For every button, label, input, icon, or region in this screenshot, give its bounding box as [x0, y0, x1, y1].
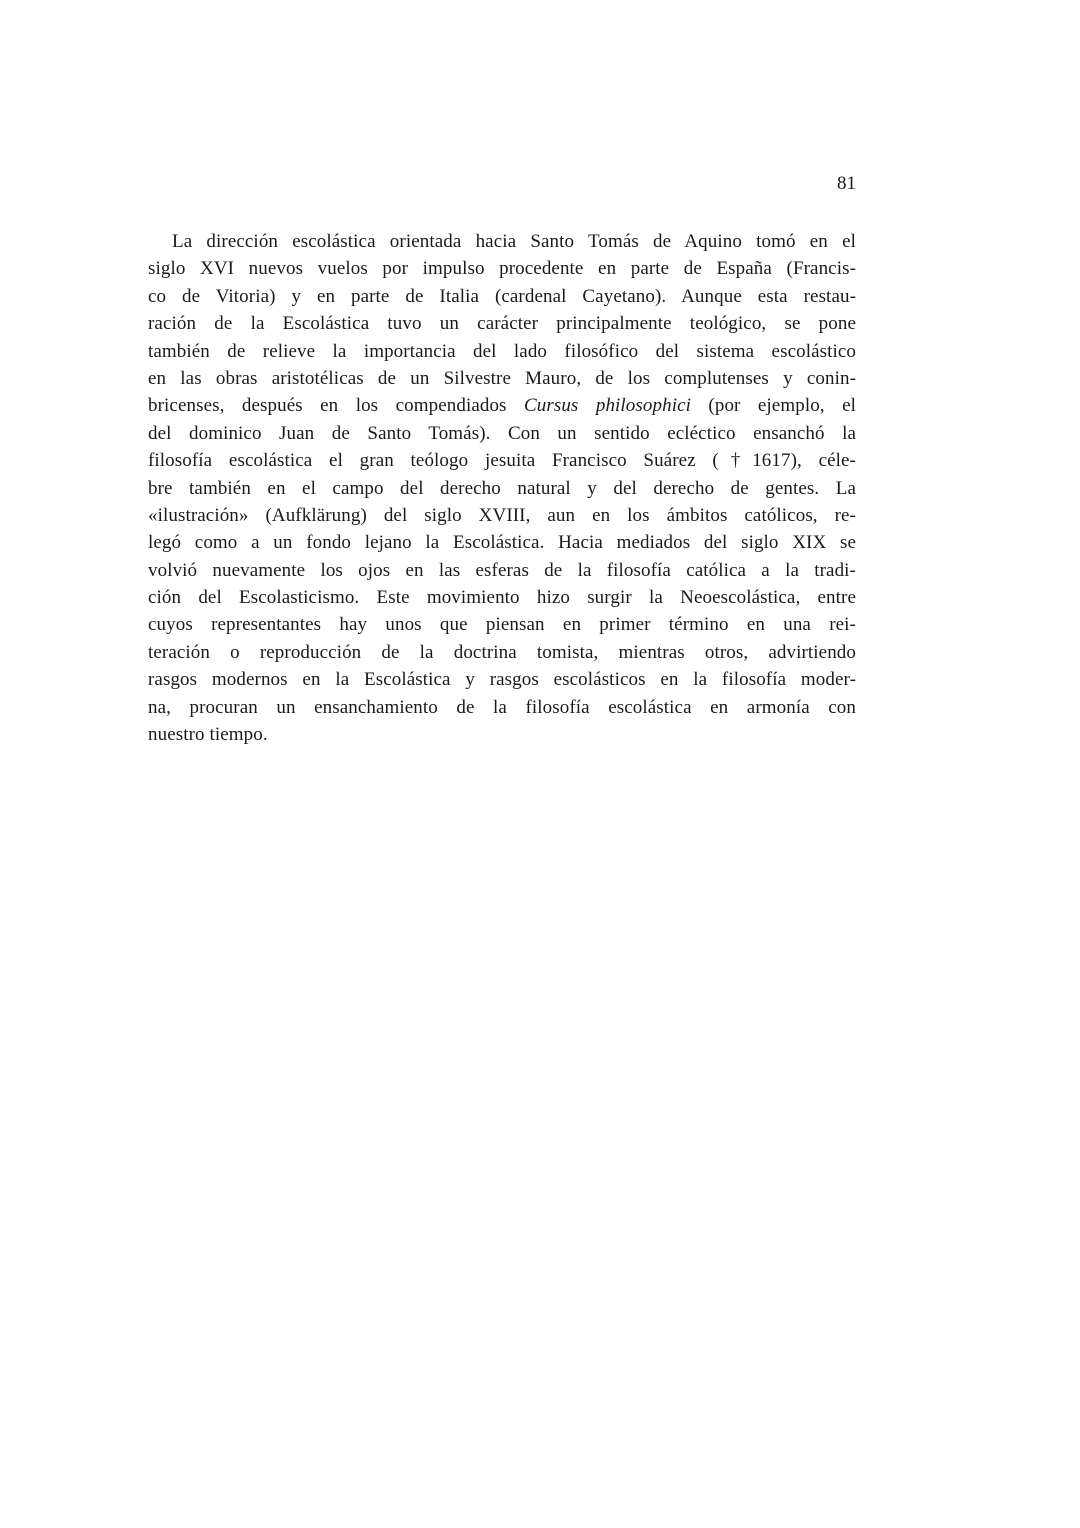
- body-paragraph: [148, 228, 856, 748]
- text-line: [148, 502, 856, 529]
- text-segment: bricenses, después en los compendiados: [148, 395, 524, 417]
- text-segment: co de Vitoria) y en parte de Italia (cardenal Cayetano). Aunque esta restau-: [148, 285, 856, 307]
- text-segment: «ilustración» (Aufklärung) del siglo XVIII, aun en los ámbitos católicos, re-: [148, 504, 856, 526]
- text-line: [148, 557, 856, 584]
- text-segment: cuyos representantes hay unos que piensan en primer término en una rei-: [148, 614, 856, 636]
- text-line: [148, 529, 856, 556]
- text-segment: La dirección escolástica orientada hacia Santo Tomás de Aquino tomó en el: [172, 231, 856, 252]
- text-line: [148, 283, 856, 310]
- text-segment: siglo XVI nuevos vuelos por impulso procedente en parte de España (Francis-: [148, 258, 856, 280]
- page-number: 81: [837, 173, 856, 194]
- text-line: [148, 392, 856, 419]
- text-segment: volvió nuevamente los ojos en las esferas de la filosofía católica a la tradi-: [148, 559, 856, 581]
- text-line: [148, 666, 856, 693]
- text-segment: rasgos modernos en la Escolástica y rasgos escolásticos en la filosofía moder-: [148, 669, 856, 691]
- text-line: [148, 611, 856, 638]
- text-segment: na, procuran un ensanchamiento de la filosofía escolástica en armonía con: [148, 696, 856, 718]
- text-line: [148, 584, 856, 611]
- text-line: [148, 255, 856, 282]
- text-segment: del dominico Juan de Santo Tomás). Con un sentido ecléctico ensanchó la: [148, 422, 856, 444]
- text-line: [148, 475, 856, 502]
- text-segment: (por ejemplo, el: [691, 395, 856, 417]
- text-line: [148, 420, 856, 447]
- text-segment: filosofía escolástica el gran teólogo jesuita Francisco Suárez (†1617), céle-: [148, 450, 856, 472]
- text-line: [148, 639, 856, 666]
- text-line: [148, 338, 856, 365]
- text-segment: también de relieve la importancia del lado filosófico del sistema escolástico: [148, 340, 856, 362]
- text-line: [148, 721, 856, 748]
- text-segment: bre también en el campo del derecho natural y del derecho de gentes. La: [148, 477, 856, 499]
- text-line: [148, 365, 856, 392]
- text-segment: en las obras aristotélicas de un Silvestre Mauro, de los complutenses y conin-: [148, 367, 856, 389]
- text-segment: ción del Escolasticismo. Este movimiento hizo surgir la Neoescolástica, entre: [148, 587, 856, 609]
- text-segment: ración de la Escolástica tuvo un carácter principalmente teológico, se pone: [148, 313, 856, 335]
- text-segment: teración o reproducción de la doctrina tomista, mientras otros, advirtiendo: [148, 641, 856, 663]
- text-line: [148, 310, 856, 337]
- italic-text-segment: Cursus philosophici: [523, 395, 691, 417]
- text-line: [148, 694, 856, 721]
- text-segment: legó como a un fondo lejano la Escolástica. Hacia mediados del siglo XIX se: [148, 532, 856, 554]
- text-segment: nuestro tiempo.: [148, 724, 268, 746]
- text-line: [148, 228, 856, 255]
- text-line: [148, 447, 856, 474]
